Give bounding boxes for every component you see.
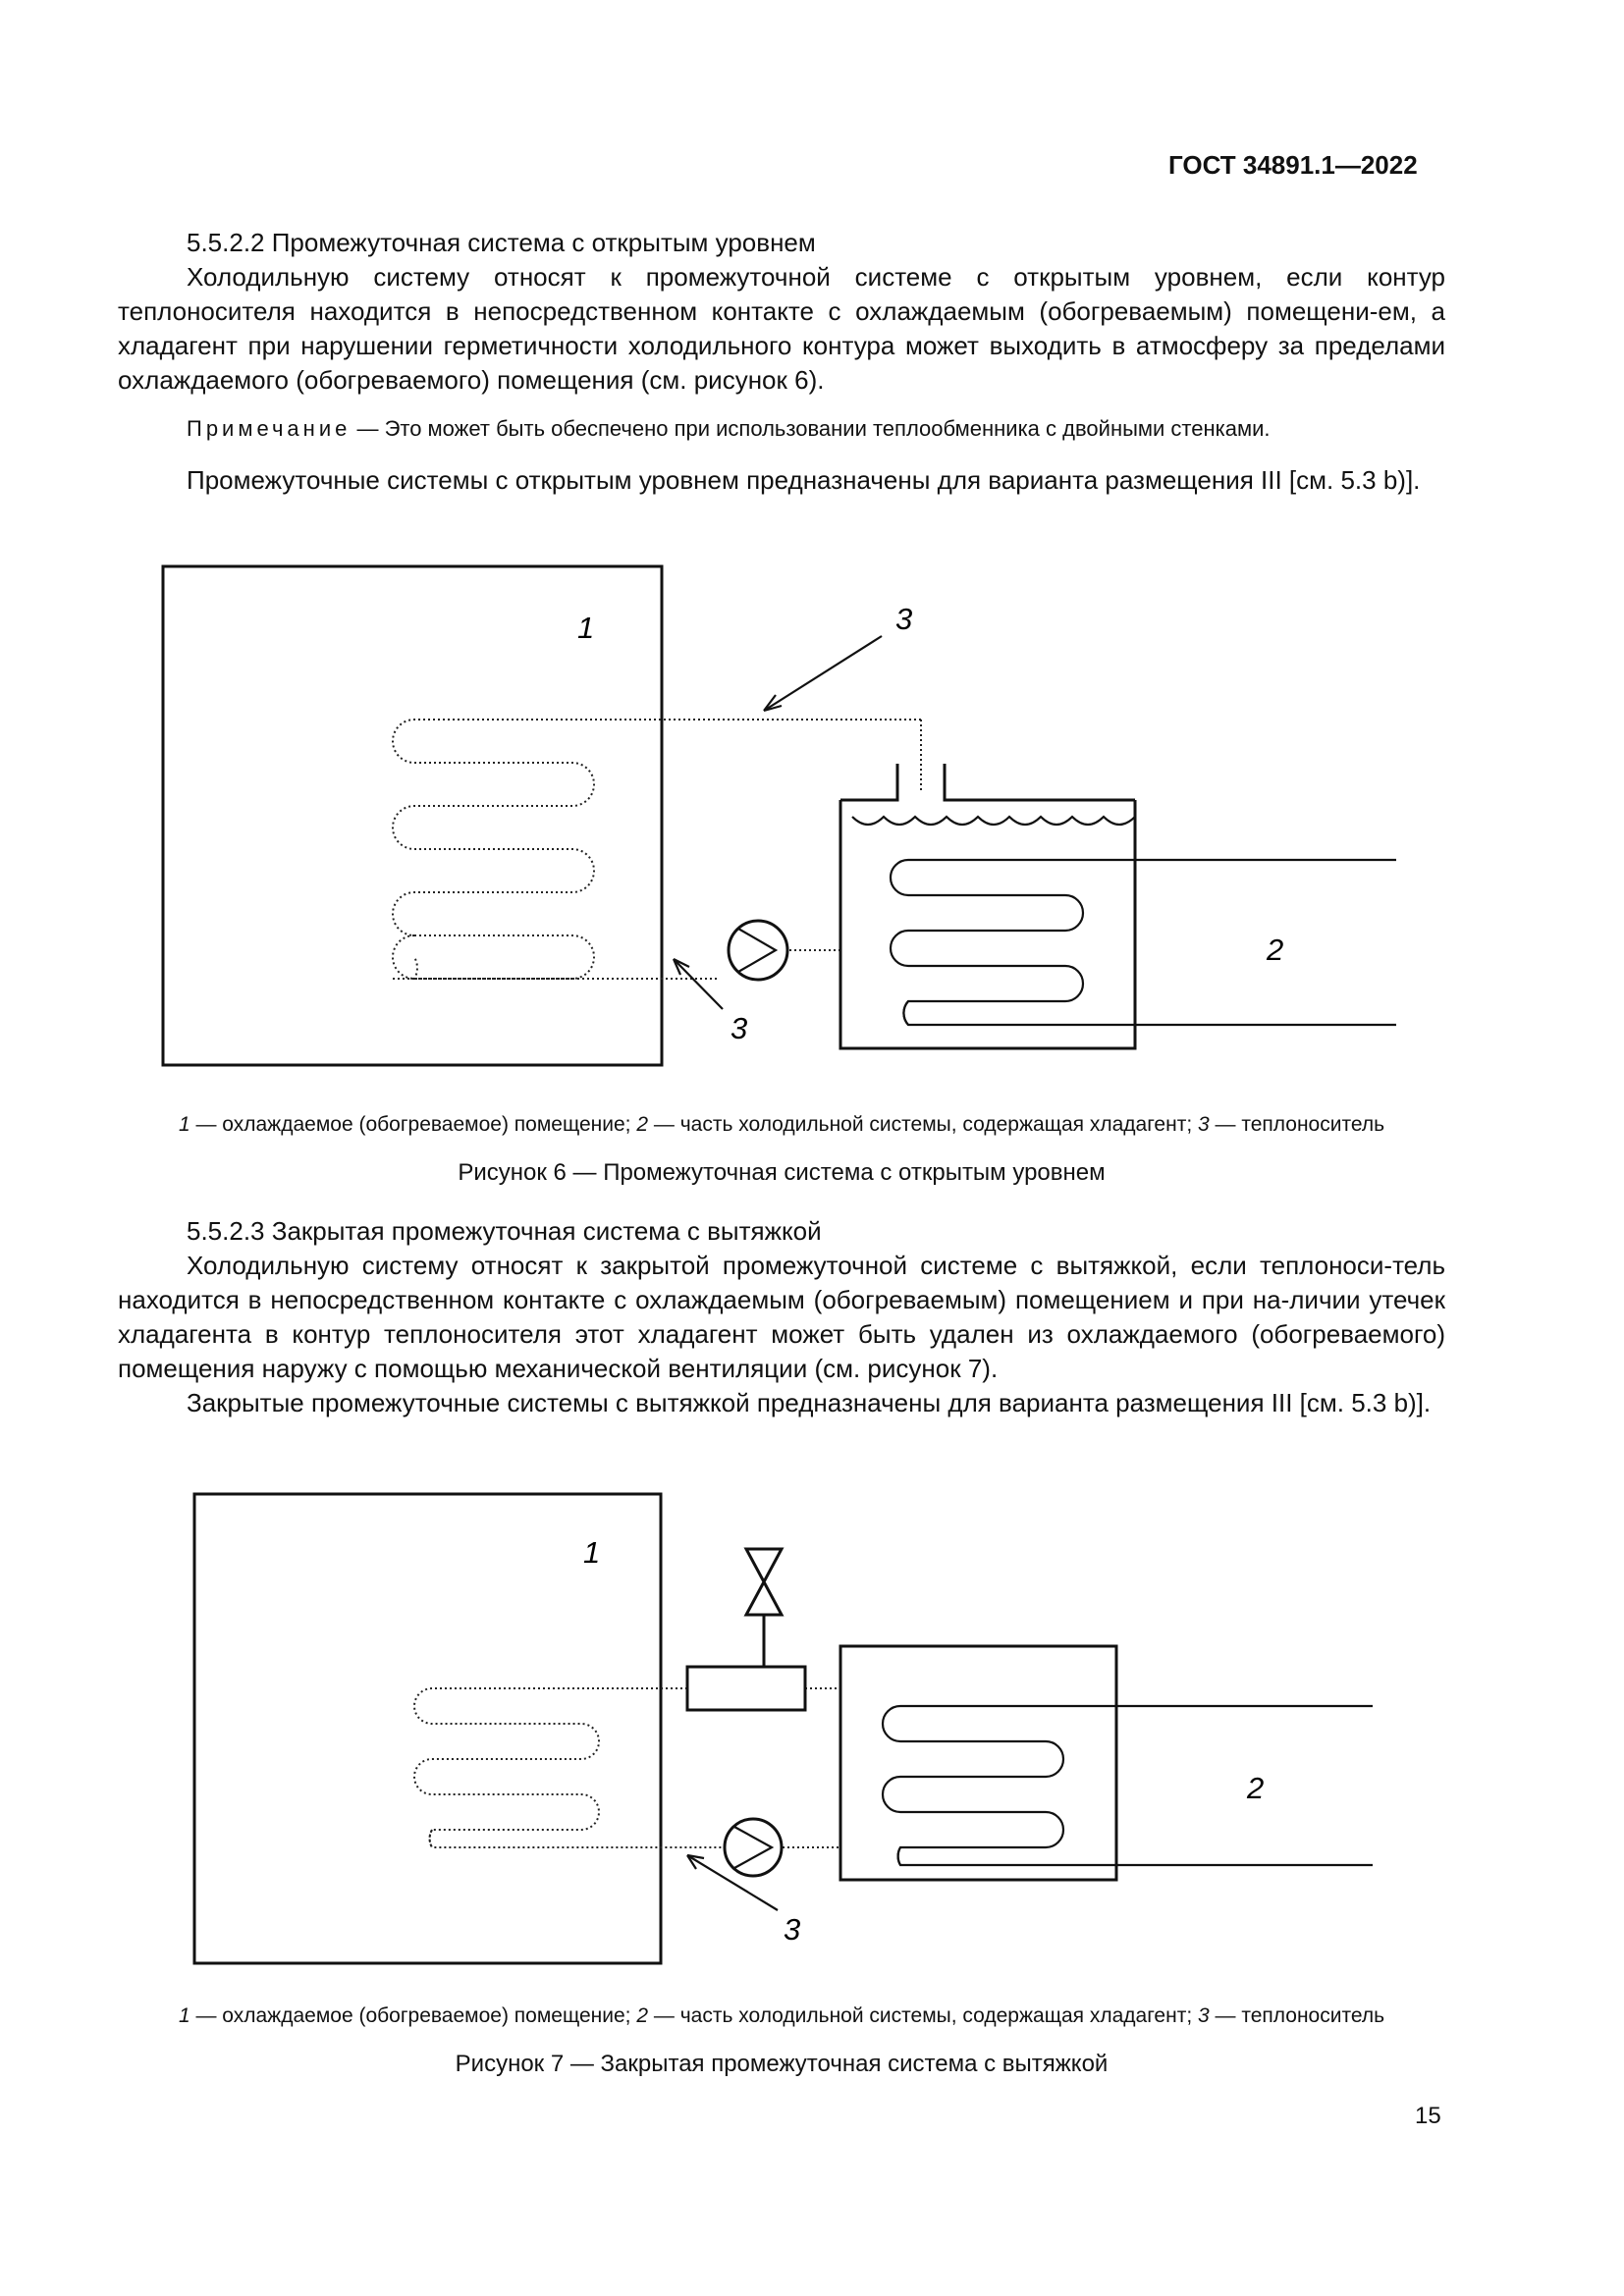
label-carrier-top: 3 — [895, 602, 913, 636]
paragraph: Промежуточные системы с открытым уровнем предназначены для варианта размещения III [см. 5.3 b)]. — [187, 465, 1421, 495]
coil-end — [898, 1847, 900, 1865]
document-number: ГОСТ 34891.1—2022 — [1168, 150, 1418, 180]
pump-arrow — [734, 1827, 772, 1868]
section-heading: 5.5.2.2 Промежуточная система с открытым уровнем — [187, 228, 816, 257]
page-number: 15 — [1415, 2103, 1441, 2129]
label-room: 1 — [577, 611, 595, 645]
figure-6-legend: 1 — охлаждаемое (обогреваемое) помещение; 2 — часть холодильной системы, содержащая хладагент; 3 — теплоноситель — [178, 1113, 1385, 1136]
leader — [687, 1855, 778, 1910]
note-text: — Это может быть обеспечено при использовании теплообменника с двойными стенками. — [351, 416, 1271, 441]
label-carrier: 3 — [784, 1912, 801, 1947]
label-room: 1 — [583, 1535, 601, 1570]
paragraph: Холодильную систему относят к закрытой промежуточной системе с вытяжкой, если теплоноси-тель находится в непосредственном контакте с охлаждаемым (обогреваемым) помещением и при на-личии утечек хладагента в контур теплоносителя этот хладагент может быть удален из охлаждаемого (обогреваемого) помещения наружу с помощью механической вентиляции (см. рисунок 7). — [118, 1251, 1445, 1383]
paragraph: Холодильную систему относят к промежуточной системе с открытым уровнем, если контур теплоносителя находится в непосредственном контакте с охлаждаемым (обогреваемым) помещени-ем, а хладагент при нарушении герметичности холодильного контура может выходить в атмосферу за пределами охлаждаемого (обогреваемого) помещения (см. рисунок 6). — [118, 262, 1445, 395]
figure-7-caption: Рисунок 7 — Закрытая промежуточная система с вытяжкой — [455, 2051, 1109, 2077]
label-system: 2 — [1247, 1771, 1265, 1805]
valve-icon — [746, 1549, 782, 1615]
leader-arrow — [687, 1855, 704, 1869]
section-heading: 5.5.2.3 Закрытая промежуточная система с вытяжкой — [187, 1216, 822, 1246]
figure-7-legend: 1 — охлаждаемое (обогреваемое) помещение; 2 — часть холодильной системы, содержащая хладагент; 3 — теплоноситель — [178, 2004, 1385, 2027]
figure-6-caption: Рисунок 6 — Промежуточная система с открытым уровнем — [458, 1159, 1106, 1186]
paragraph: Закрытые промежуточные системы с вытяжкой предназначены для варианта размещения III [см. 5.3 b)]. — [187, 1388, 1432, 1417]
separator-box — [687, 1667, 805, 1710]
exchanger-box — [840, 1646, 1116, 1880]
label-carrier-bottom: 3 — [731, 1011, 748, 1045]
carrier-coil — [414, 1688, 727, 1847]
label-system: 2 — [1267, 933, 1284, 967]
note-label: Примечание — [187, 416, 352, 441]
heat-exchanger-coil — [883, 1706, 1373, 1865]
